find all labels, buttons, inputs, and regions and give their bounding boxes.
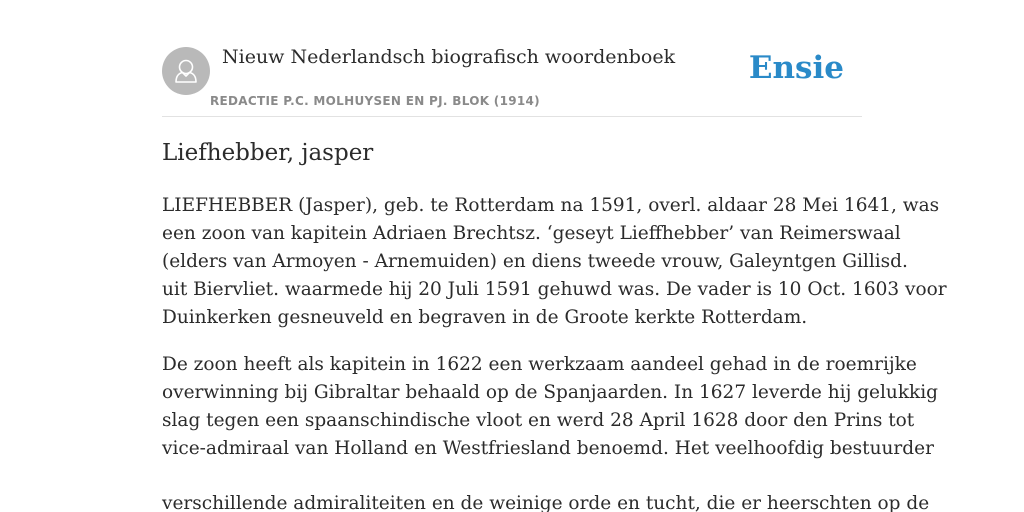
paragraph-line: slag tegen een spaanschindische vloot en werd 28 April 1628 door den Prins tot [162, 410, 915, 431]
entry-title: Liefhebber, jasper [162, 140, 374, 166]
paragraph-line: (elders van Armoyen - Arnemuiden) en diens tweede vrouw, Galeyntgen Gillisd. [162, 251, 908, 272]
source-title[interactable]: Nieuw Nederlandsch biografisch woordenboek [222, 46, 676, 68]
paragraph-line: uit Biervliet. waarmede hij 20 Juli 1591 gehuwd was. De vader is 10 Oct. 1603 voor [162, 279, 947, 300]
source-editor: REDACTIE P.C. MOLHUYSEN EN PJ. BLOK (1914) [210, 94, 540, 108]
paragraph-line: overwinning bij Gibraltar behaald op de Spanjaarden. In 1627 leverde hij gelukkig [162, 382, 939, 403]
paragraph-line: Duinkerken gesneuveld en begraven in de Groote kerkte Rotterdam. [162, 307, 808, 328]
paragraph-line: een zoon van kapitein Adriaen Brechtsz. ‘geseyt Lieffhebber’ van Reimerswaal [162, 223, 901, 244]
source-header [162, 44, 862, 117]
paragraph-line: De zoon heeft als kapitein in 1622 een werkzaam aandeel gehad in de roemrijke [162, 354, 917, 375]
paragraph-line: LIEFHEBBER (Jasper), geb. te Rotterdam na 1591, overl. aldaar 28 Mei 1641, was [162, 195, 940, 216]
paragraph-line: verschillende admiraliteiten en de weinige orde en tucht, die er heerschten op de [162, 493, 930, 512]
entry-paragraph-1 [162, 192, 947, 332]
user-icon [162, 47, 210, 95]
ensie-logo[interactable]: Ensie [748, 50, 844, 86]
paragraph-line: vice-admiraal van Holland en Westfriesland benoemd. Het veelhoofdig bestuurder [162, 438, 934, 459]
entry-paragraph-2 [162, 351, 939, 463]
entry-paragraph-3 [162, 490, 930, 512]
